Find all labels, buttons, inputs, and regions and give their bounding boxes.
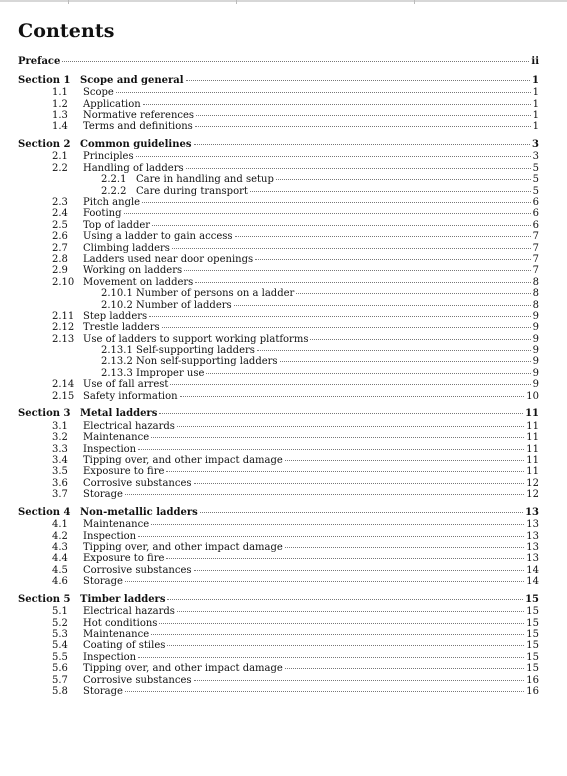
toc-entry-title: Number of persons on a ladder xyxy=(136,288,295,300)
toc-entry-title: Footing xyxy=(83,208,122,220)
toc-entry[interactable] xyxy=(18,311,539,322)
toc-entry-number: 3.7 xyxy=(52,489,68,501)
dot-leader xyxy=(125,580,524,582)
toc-entry-page: 16 xyxy=(526,685,539,697)
toc-entry-page: 15 xyxy=(526,663,539,675)
dot-leader xyxy=(200,511,523,513)
toc-entry[interactable] xyxy=(18,594,539,607)
toc-entry[interactable] xyxy=(18,576,539,587)
dot-leader xyxy=(166,470,524,472)
toc-entry-number: 3.5 xyxy=(52,466,68,478)
toc-entry-number: 5.7 xyxy=(52,674,68,686)
dot-leader xyxy=(166,557,524,559)
toc-entry-page: 9 xyxy=(532,333,539,345)
toc-entry[interactable] xyxy=(18,56,539,69)
toc-entry-number: 2.2.1 xyxy=(101,174,127,186)
toc-entry-number: 4.4 xyxy=(52,553,68,565)
toc-entry-page: 11 xyxy=(526,454,539,466)
dot-leader xyxy=(255,258,531,260)
toc-entry-page: 3 xyxy=(532,151,539,163)
dot-leader xyxy=(186,167,531,169)
dot-leader xyxy=(124,212,531,214)
toc-entry-title: Ladders used near door openings xyxy=(83,253,254,265)
toc-entry-page: 1 xyxy=(532,87,539,99)
toc-entry[interactable] xyxy=(18,629,539,640)
toc-entry-page: 1 xyxy=(532,109,539,121)
toc-entry[interactable] xyxy=(18,87,539,98)
toc-entry-number: 3.2 xyxy=(52,432,68,444)
dot-leader xyxy=(184,269,531,271)
toc-entry[interactable] xyxy=(18,300,539,311)
toc-entry-number: 5.5 xyxy=(52,651,68,663)
toc-entry-page: 13 xyxy=(526,530,539,542)
toc-entry-number: 2.2 xyxy=(52,162,68,174)
toc-entry-page: 3 xyxy=(532,138,539,150)
toc-entry-page: 15 xyxy=(526,640,539,652)
toc-entry-number: 2.7 xyxy=(52,242,68,254)
dot-leader xyxy=(149,315,530,317)
dot-leader xyxy=(195,281,530,283)
dot-leader xyxy=(194,679,525,681)
toc-entry-page: 13 xyxy=(526,541,539,553)
toc-entry[interactable] xyxy=(18,368,539,379)
toc-entry-number: 1.1 xyxy=(52,87,68,99)
toc-entry-number: 2.2.2 xyxy=(101,185,127,197)
toc-entry-title: Movement on ladders xyxy=(83,276,194,288)
toc-entry[interactable] xyxy=(18,432,539,443)
toc-entry-number: 1.4 xyxy=(52,121,68,133)
toc-entry-number: 4.1 xyxy=(52,519,68,531)
toc-entry[interactable] xyxy=(18,663,539,674)
toc-entry-page: 9 xyxy=(532,356,539,368)
toc-entry[interactable] xyxy=(18,345,539,356)
dot-leader xyxy=(162,326,531,328)
dot-leader xyxy=(116,91,531,93)
toc-entry-number: 4.3 xyxy=(52,541,68,553)
toc-entry[interactable] xyxy=(18,489,539,500)
toc-entry[interactable] xyxy=(18,455,539,466)
dot-leader xyxy=(138,535,524,537)
toc-entry-number: 2.10.2 xyxy=(101,299,133,311)
toc-entry-page: 11 xyxy=(525,408,539,420)
toc-entry[interactable] xyxy=(18,334,539,345)
toc-entry[interactable] xyxy=(18,421,539,432)
toc-entry-page: 11 xyxy=(526,432,539,444)
toc-entry-title: Inspection xyxy=(83,443,137,455)
toc-entry[interactable] xyxy=(18,391,539,402)
dot-leader xyxy=(159,622,524,624)
border-tick xyxy=(236,0,237,4)
toc-entry-title: Care during transport xyxy=(136,185,248,197)
toc-entry[interactable] xyxy=(18,75,539,88)
dot-leader xyxy=(180,395,525,397)
toc-entry[interactable] xyxy=(18,379,539,390)
toc-entry[interactable] xyxy=(18,254,539,265)
toc-entry-page: 8 xyxy=(532,288,539,300)
toc-entry-page: 9 xyxy=(532,367,539,379)
toc-entry-title: Exposure to fire xyxy=(83,466,165,478)
toc-entry-number: 2.15 xyxy=(52,390,75,402)
toc-entry-title: Non self-supporting ladders xyxy=(136,356,278,368)
table-of-contents xyxy=(18,56,539,697)
toc-entry-title: Storage xyxy=(83,685,123,697)
toc-entry[interactable] xyxy=(18,231,539,242)
dot-leader xyxy=(151,523,524,525)
border-tick xyxy=(414,0,415,4)
toc-entry-title: Use of ladders to support working platforms xyxy=(83,333,309,345)
toc-entry-number: 2.13.1 xyxy=(101,345,133,357)
dot-leader xyxy=(296,292,530,294)
toc-entry-title: Scope and general xyxy=(80,74,184,86)
toc-entry-title: Number of ladders xyxy=(136,299,232,311)
toc-entry-number: 5.4 xyxy=(52,640,68,652)
toc-entry[interactable] xyxy=(18,163,539,174)
toc-entry-page: 16 xyxy=(526,674,539,686)
dot-leader xyxy=(194,569,525,571)
toc-entry-title: Tipping over, and other impact damage xyxy=(83,541,283,553)
toc-entry-title: Electrical hazards xyxy=(83,420,175,432)
toc-entry-title: Application xyxy=(83,98,141,110)
toc-entry-number: 3.4 xyxy=(52,454,68,466)
toc-entry-title: Improper use xyxy=(136,367,205,379)
toc-entry-title: Coating of stiles xyxy=(83,640,166,652)
toc-entry-title: Storage xyxy=(83,489,123,501)
dot-leader xyxy=(159,412,523,414)
toc-entry-title: Pitch angle xyxy=(83,197,141,208)
toc-entry[interactable] xyxy=(18,640,539,651)
toc-entry-title: Care in handling and setup xyxy=(136,174,274,186)
toc-entry-title: Climbing ladders xyxy=(83,242,170,254)
toc-entry[interactable] xyxy=(18,243,539,254)
dot-leader xyxy=(235,235,531,237)
toc-entry-page: 5 xyxy=(532,185,539,197)
toc-entry-page: 15 xyxy=(526,651,539,663)
toc-entry-number: 2.4 xyxy=(52,208,68,220)
toc-entry-title: Common guidelines xyxy=(80,138,192,150)
dot-leader xyxy=(280,360,531,362)
dot-leader xyxy=(177,425,524,427)
toc-entry-page: 13 xyxy=(526,519,539,531)
toc-entry-title: Preface xyxy=(18,56,61,67)
toc-entry[interactable] xyxy=(18,531,539,542)
toc-entry-page: 13 xyxy=(526,553,539,565)
toc-entry-page: 15 xyxy=(525,593,539,605)
toc-entry-title: Safety information xyxy=(83,390,178,402)
toc-entry[interactable] xyxy=(18,220,539,231)
toc-entry[interactable] xyxy=(18,466,539,477)
toc-entry[interactable] xyxy=(18,652,539,663)
toc-entry[interactable] xyxy=(18,288,539,299)
toc-entry-title: Metal ladders xyxy=(80,408,158,420)
toc-section-label: Section 2 xyxy=(18,138,71,150)
toc-entry-page: 5 xyxy=(532,174,539,186)
toc-entry-title: Tipping over, and other impact damage xyxy=(83,454,283,466)
toc-entry-number: 2.5 xyxy=(52,219,68,231)
toc-section-label: Section 5 xyxy=(18,593,71,605)
toc-entry-title: Terms and definitions xyxy=(83,121,193,133)
dot-leader xyxy=(196,114,531,116)
toc-entry[interactable] xyxy=(18,618,539,629)
dot-leader xyxy=(194,482,525,484)
toc-entry-page: 1 xyxy=(532,121,539,133)
toc-entry-title: Corrosive substances xyxy=(83,477,192,489)
toc-entry-number: 2.8 xyxy=(52,253,68,265)
page-top-border xyxy=(0,0,567,2)
toc-entry-number: 2.11 xyxy=(52,310,75,322)
toc-entry-number: 1.2 xyxy=(52,98,68,110)
toc-entry-title: Non-metallic ladders xyxy=(80,506,198,518)
toc-entry[interactable] xyxy=(18,408,539,421)
toc-entry-page: 15 xyxy=(526,617,539,629)
toc-entry-title: Electrical hazards xyxy=(83,606,175,618)
dot-leader xyxy=(285,667,524,669)
toc-entry-title: Normative references xyxy=(83,109,195,121)
toc-entry[interactable] xyxy=(18,553,539,564)
toc-entry-title: Exposure to fire xyxy=(83,553,165,565)
toc-entry-page: 7 xyxy=(532,231,539,243)
dot-leader xyxy=(276,178,531,180)
toc-entry-title: Storage xyxy=(83,576,123,588)
page-title: Contents xyxy=(18,20,115,42)
toc-entry-page: 12 xyxy=(526,489,539,501)
dot-leader xyxy=(136,155,531,157)
toc-entry-title: Handling of ladders xyxy=(83,162,184,174)
toc-entry[interactable] xyxy=(18,186,539,197)
dot-leader xyxy=(62,60,529,62)
toc-entry-page: 9 xyxy=(532,379,539,391)
toc-entry-title: Corrosive substances xyxy=(83,564,192,576)
dot-leader xyxy=(177,610,524,612)
toc-entry-number: 2.3 xyxy=(52,197,68,208)
toc-entry-page: 6 xyxy=(532,197,539,208)
dot-leader xyxy=(257,349,531,351)
toc-entry-page: 14 xyxy=(526,576,539,588)
toc-entry-number: 1.3 xyxy=(52,109,68,121)
toc-entry-page: 11 xyxy=(526,466,539,478)
toc-entry[interactable] xyxy=(18,444,539,455)
toc-entry-page: 6 xyxy=(532,208,539,220)
toc-entry-number: 5.2 xyxy=(52,617,68,629)
toc-entry-number: 2.10.1 xyxy=(101,288,133,300)
toc-entry[interactable] xyxy=(18,121,539,132)
dot-leader xyxy=(195,125,531,127)
toc-entry-number: 4.5 xyxy=(52,564,68,576)
toc-entry-title: Principles xyxy=(83,151,134,163)
dot-leader xyxy=(167,644,524,646)
toc-entry[interactable] xyxy=(18,565,539,576)
toc-section-label: Section 4 xyxy=(18,506,71,518)
dot-leader xyxy=(138,656,524,658)
toc-entry-number: 4.2 xyxy=(52,530,68,542)
toc-entry-title: Maintenance xyxy=(83,519,150,531)
toc-entry[interactable] xyxy=(18,507,539,520)
toc-entry-number: 2.10 xyxy=(52,276,75,288)
toc-entry-page: 1 xyxy=(532,98,539,110)
toc-entry[interactable] xyxy=(18,265,539,276)
toc-entry-page: 11 xyxy=(526,443,539,455)
toc-entry[interactable] xyxy=(18,277,539,288)
toc-entry-title: Maintenance xyxy=(83,432,150,444)
toc-entry[interactable] xyxy=(18,197,539,208)
toc-entry-number: 5.3 xyxy=(52,628,68,640)
dot-leader xyxy=(170,383,530,385)
toc-entry-page: 13 xyxy=(525,506,539,518)
toc-entry-page: 7 xyxy=(532,265,539,277)
toc-entry-title: Step ladders xyxy=(83,310,148,322)
dot-leader xyxy=(143,103,531,105)
toc-entry-page: ii xyxy=(531,56,539,67)
toc-entry-page: 1 xyxy=(532,74,539,86)
dot-leader xyxy=(206,372,530,374)
toc-entry-title: Trestle ladders xyxy=(83,322,160,334)
toc-entry[interactable] xyxy=(18,322,539,333)
toc-entry[interactable] xyxy=(18,606,539,617)
toc-entry-page: 15 xyxy=(526,628,539,640)
toc-entry-page: 8 xyxy=(532,276,539,288)
toc-entry[interactable] xyxy=(18,478,539,489)
toc-section-label: Section 3 xyxy=(18,408,71,420)
toc-entry-page: 9 xyxy=(532,322,539,334)
dot-leader xyxy=(194,143,531,145)
toc-entry-title: Inspection xyxy=(83,530,137,542)
toc-entry[interactable] xyxy=(18,99,539,110)
toc-entry-page: 7 xyxy=(532,253,539,265)
toc-entry-number: 2.14 xyxy=(52,379,75,391)
toc-entry-number: 2.13.3 xyxy=(101,367,133,379)
dot-leader xyxy=(186,79,530,81)
toc-entry[interactable] xyxy=(18,151,539,162)
dot-leader xyxy=(125,493,524,495)
toc-entry[interactable] xyxy=(18,542,539,553)
toc-entry-title: Hot conditions xyxy=(83,617,158,629)
dot-leader xyxy=(151,633,524,635)
toc-entry-title: Using a ladder to gain access xyxy=(83,231,233,243)
toc-entry-title: Timber ladders xyxy=(80,593,166,605)
toc-entry-title: Working on ladders xyxy=(83,265,183,277)
toc-entry[interactable] xyxy=(18,675,539,686)
toc-entry-number: 5.6 xyxy=(52,663,68,675)
dot-leader xyxy=(142,201,531,203)
toc-entry[interactable] xyxy=(18,208,539,219)
toc-entry-title: Corrosive substances xyxy=(83,674,192,686)
dot-leader xyxy=(285,459,524,461)
toc-entry-title: Self-supporting ladders xyxy=(136,345,255,357)
toc-entry-page: 8 xyxy=(532,299,539,311)
toc-entry-number: 3.6 xyxy=(52,477,68,489)
dot-leader xyxy=(167,598,523,600)
toc-entry-title: Tipping over, and other impact damage xyxy=(83,663,283,675)
dot-leader xyxy=(234,304,531,306)
dot-leader xyxy=(125,690,524,692)
toc-entry-page: 6 xyxy=(532,219,539,231)
toc-entry[interactable] xyxy=(18,139,539,152)
toc-entry-page: 11 xyxy=(526,420,539,432)
toc-entry[interactable] xyxy=(18,174,539,185)
dot-leader xyxy=(172,247,531,249)
toc-entry-title: Maintenance xyxy=(83,628,150,640)
toc-entry-page: 14 xyxy=(526,564,539,576)
toc-entry-page: 9 xyxy=(532,310,539,322)
toc-entry-page: 10 xyxy=(526,390,539,402)
toc-entry-number: 4.6 xyxy=(52,576,68,588)
toc-entry-page: 15 xyxy=(526,606,539,618)
toc-entry-title: Use of fall arrest xyxy=(83,379,169,391)
dot-leader xyxy=(285,546,524,548)
toc-entry-number: 3.1 xyxy=(52,420,68,432)
toc-entry-number: 2.13 xyxy=(52,333,75,345)
dot-leader xyxy=(138,448,524,450)
toc-entry-page: 5 xyxy=(532,162,539,174)
toc-entry-page: 12 xyxy=(526,477,539,489)
toc-entry-number: 2.6 xyxy=(52,231,68,243)
toc-entry[interactable] xyxy=(18,519,539,530)
toc-entry-title: Scope xyxy=(83,87,114,99)
toc-entry-title: Inspection xyxy=(83,651,137,663)
toc-entry-title: Top of ladder xyxy=(83,219,151,231)
toc-entry-number: 3.3 xyxy=(52,443,68,455)
toc-entry-number: 2.1 xyxy=(52,151,68,163)
toc-entry-page: 7 xyxy=(532,242,539,254)
toc-entry-number: 2.12 xyxy=(52,322,75,334)
toc-entry-page: 9 xyxy=(532,345,539,357)
toc-entry[interactable] xyxy=(18,110,539,121)
toc-section-label: Section 1 xyxy=(18,74,71,86)
toc-entry[interactable] xyxy=(18,356,539,367)
toc-entry-number: 2.9 xyxy=(52,265,68,277)
toc-entry-number: 2.13.2 xyxy=(101,356,133,368)
toc-entry-number: 5.8 xyxy=(52,685,68,697)
toc-entry-number: 5.1 xyxy=(52,606,68,618)
toc-entry[interactable] xyxy=(18,686,539,697)
border-tick xyxy=(68,0,69,4)
dot-leader xyxy=(152,224,531,226)
dot-leader xyxy=(250,190,531,192)
dot-leader xyxy=(151,436,524,438)
dot-leader xyxy=(310,338,530,340)
